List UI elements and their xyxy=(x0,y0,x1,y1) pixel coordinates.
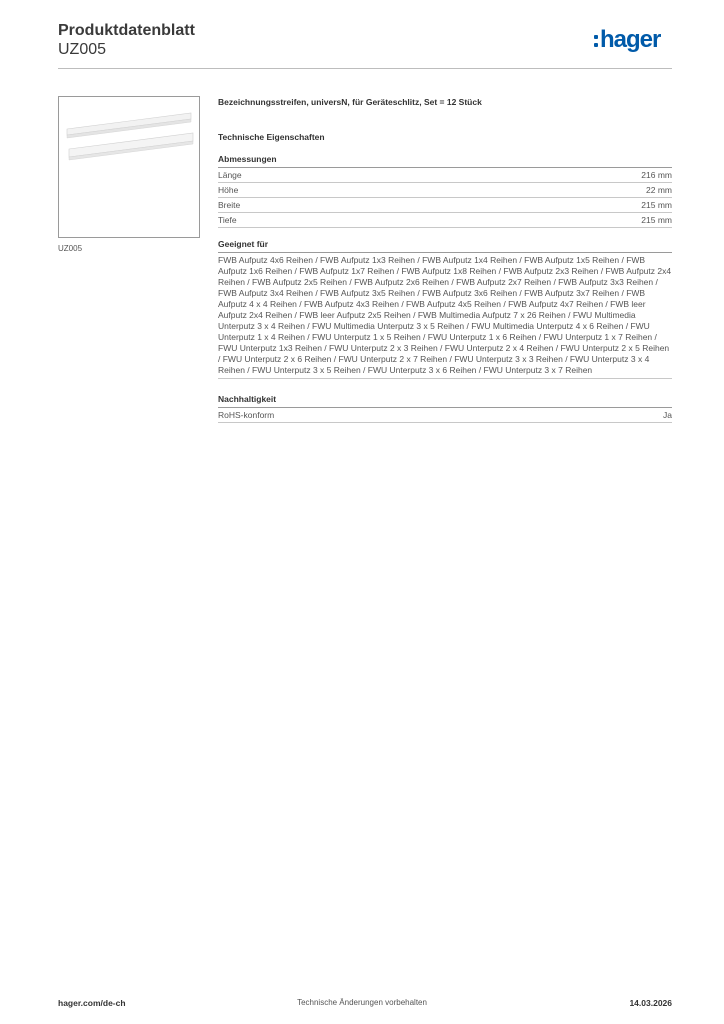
rohs-value: Ja xyxy=(663,410,672,420)
image-caption: UZ005 xyxy=(58,244,83,253)
dimension-value: 216 mm xyxy=(641,170,672,180)
product-details xyxy=(218,96,672,423)
product-code: UZ005 xyxy=(58,41,107,58)
dimension-value: 215 mm xyxy=(641,215,672,225)
dimension-row xyxy=(218,183,672,198)
label-strip-image xyxy=(59,97,199,237)
dimension-row xyxy=(218,168,672,183)
dimension-label: Höhe xyxy=(218,185,239,195)
dimension-row xyxy=(218,213,672,228)
footer-date: 14.03.2026 xyxy=(629,998,672,1008)
suitable-text: FWB Aufputz 4x6 Reihen / FWB Aufputz 1x3 Reihen / FWB Aufputz 1x4 Reihen / FWB Aufputz 1x5 Reihen / FWB Aufputz 1x6 Reihen / FWB Aufputz 1x7 Reihen / FWB Aufputz 1x8 Reihen / FWB Aufputz 2x3 Reihen / FWB Aufputz 2x4 Reihen / FWB Aufputz 2x5 Reihen / FWB Aufputz 2x6 Reihen / FWB Aufputz 2x7 Reihen / FWB Aufputz 3x3 Reihen / FWB Aufputz 3x4 Reihen / FWB Aufputz 3x5 Reihen / FWB Aufputz 3x6 Reihen / FWB Aufputz 3x7 Reihen / FWB Aufputz 4 x 4 Reihen / FWB Aufputz 4x3 Reihen / FWB Aufputz 4x5 Reihen / FWB Aufputz 4x7 Reihen / FWB leer Aufputz 2x4 Reihen / FWB leer Aufputz 2x5 Reihen / FWB Multimedia Aufputz 7 x 26 Reihen / FWU Multimedia Unterputz 3 x 4 Reihen / FWU Multimedia Unterputz 3 x 5 Reihen / FWU Multimedia Unterputz 4 x 6 Reihen / FWU Unterputz 1 x 4 Reihen / FWU Unterputz 1 x 5 Reihen / FWU Unterputz 1 x 6 Reihen / FWU Unterputz 1 x 7 Reihen / FWU Unterputz 1x3 Reihen / FWU Unterputz 2 x 3 Reihen / FWU Unterputz 2 x 4 Reihen / FWU Unterputz 2 x 5 Reihen / FWU Unterputz 2 x 6 Reihen / FWU Unterputz 2 x 7 Reihen / FWU Unterputz 3 x 3 Reihen / FWU Unterputz 3 x 4 Reihen / FWU Unterputz 3 x 5 Reihen / FWU Unterputz 3 x 6 Reihen / FWU Unterputz 3 x 7 Reihen xyxy=(218,255,672,379)
dimensions-title: Abmessungen xyxy=(218,154,672,168)
dimension-label: Länge xyxy=(218,170,242,180)
header-divider xyxy=(58,68,672,69)
footer-website: hager.com/de-ch xyxy=(58,998,126,1008)
suitable-section xyxy=(218,239,672,379)
sustainability-title: Nachhaltigkeit xyxy=(218,394,672,408)
product-description: Bezeichnungsstreifen, universN, für Geräteschlitz, Set = 12 Stück xyxy=(218,97,482,107)
dimensions-section xyxy=(218,154,672,228)
dimension-row xyxy=(218,198,672,213)
dimension-value: 22 mm xyxy=(646,185,672,195)
tech-heading: Technische Eigenschaften xyxy=(218,132,325,142)
product-image xyxy=(58,96,200,238)
footer-note: Technische Änderungen vorbehalten xyxy=(297,998,427,1007)
sustainability-section xyxy=(218,394,672,423)
logo-text: hager xyxy=(600,26,661,53)
dimension-value: 215 mm xyxy=(641,200,672,210)
dimension-label: Tiefe xyxy=(218,215,237,225)
sustainability-row xyxy=(218,408,672,423)
suitable-title: Geeignet für xyxy=(218,239,672,253)
rohs-label: RoHS-konform xyxy=(218,410,275,420)
dimension-label: Breite xyxy=(218,200,241,210)
page-title: Produktdatenblatt xyxy=(58,22,195,39)
hager-logo xyxy=(594,27,674,57)
logo-dots-icon xyxy=(594,35,598,47)
